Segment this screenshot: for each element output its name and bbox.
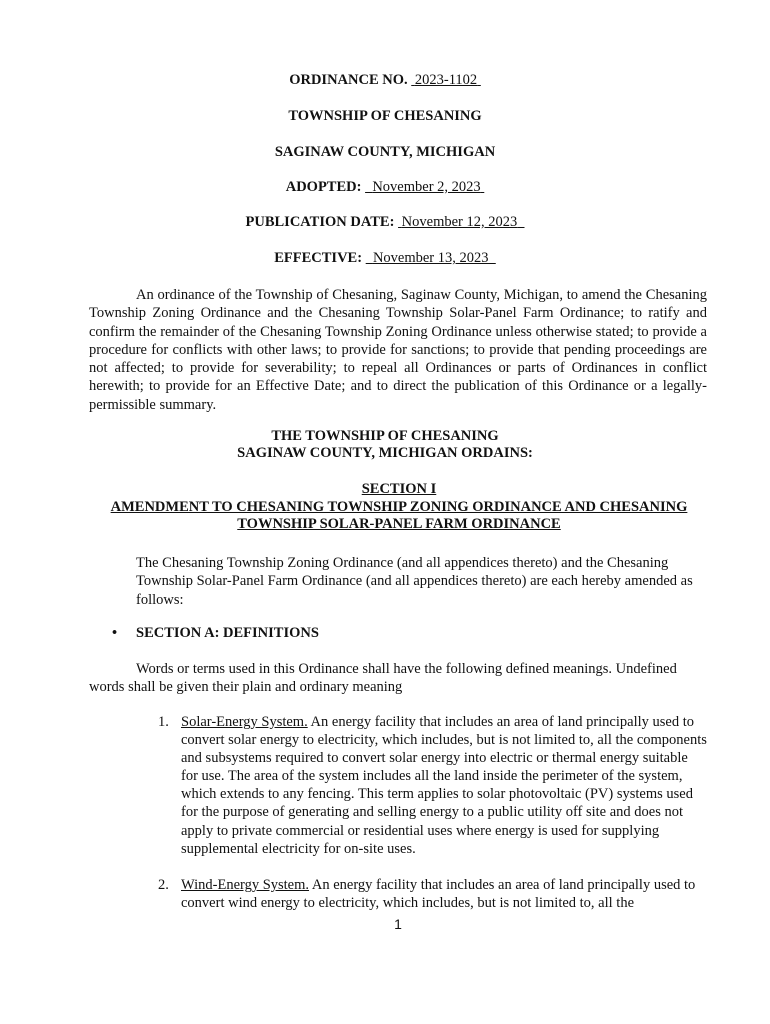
definition-number: 2. [158,877,169,893]
ordinance-number-value: 2023-1102 [414,72,478,88]
page-number: 1 [394,916,402,932]
subsection-title: SECTION A: DEFINITIONS [136,625,319,641]
effective-heading [0,250,770,267]
subsection-heading [112,625,319,642]
adopted-heading [0,179,770,196]
definition-body [181,713,708,858]
amendment-paragraph: The Chesaning Township Zoning Ordinance (and all appendices thereto) and the Chesaning Township Solar-Panel Farm Ordinance (and all appendices thereto) are each hereby amended as follows: [136,555,693,608]
definition-text: An energy facility that includes an area of land principally used to convert wind energy to electricity, which includes, but is not limited to, all the [181,877,696,912]
section-number: SECTION I [361,481,437,497]
county-heading: SAGINAW COUNTY, MICHIGAN [274,144,496,160]
publication-date-heading [0,214,770,231]
definition-item [158,713,708,858]
definition-item [158,876,708,912]
definition-text: An energy facility that includes an area of land principally used to convert solar energy to electricity, which includes, but is not limited to, all the components and subsystems required to convert solar energy into electric or thermal energy suitable for use. The area of the system includes all the land inside the perimeter of the system, which extends to any fencing. This term applies to solar photovoltaic (PV) systems used for the purpose of generating and selling energy to a public utility off site and does not apply to private commercial or residential uses where energy is used for supplying supplemental electricity for on-site uses. [181,714,707,857]
definition-term: Wind-Energy System. [181,877,310,893]
publication-date-value: November 12, 2023 [401,214,518,230]
ordains-line-2: SAGINAW COUNTY, MICHIGAN ORDAINS: [237,445,533,461]
ordinance-number-heading [0,72,770,89]
ordains-line-1: THE TOWNSHIP OF CHESANING [271,428,499,444]
bullet-icon: • [112,625,118,641]
effective-label: EFFECTIVE: [274,250,363,266]
adopted-label: ADOPTED: [285,179,362,195]
definitions-intro: Words or terms used in this Ordinance shall have the following defined meanings. Undefined words shall be given their plain and ordinary meaning [89,661,677,696]
township-heading: TOWNSHIP OF CHESANING [288,108,482,124]
definition-number: 1. [158,714,169,730]
adopted-date: November 2, 2023 [372,179,481,195]
definition-term: Solar-Energy System. [181,714,308,730]
section-title-line-1: AMENDMENT TO CHESANING TOWNSHIP ZONING ORDINANCE AND CHESANING [110,498,688,515]
ordinance-number-label: ORDINANCE NO. [289,72,408,88]
intro-paragraph: An ordinance of the Township of Chesaning, Saginaw County, Michigan, to amend the Chesaning Township Zoning Ordinance and the Chesaning Township Solar-Panel Farm Ordinance; to ratify and confirm the remainder of the Chesaning Township Zoning Ordinance unless otherwise stated; to provide a procedure for conflicts with other laws; to provide for sanctions; to provide that pending proceedings are not affected; to provide for severability; to repeal all Ordinances or parts of Ordinances in conflict herewith; to provide for an Effective Date; and to direct the publication of this Ordinance or a legally-permissible summary. [89,287,707,413]
publication-date-label: PUBLICATION DATE: [245,214,395,230]
section-title-line-2: TOWNSHIP SOLAR-PANEL FARM ORDINANCE [237,516,561,532]
effective-date: November 13, 2023 [372,250,489,266]
definition-body [181,876,708,912]
section-heading [90,481,708,534]
